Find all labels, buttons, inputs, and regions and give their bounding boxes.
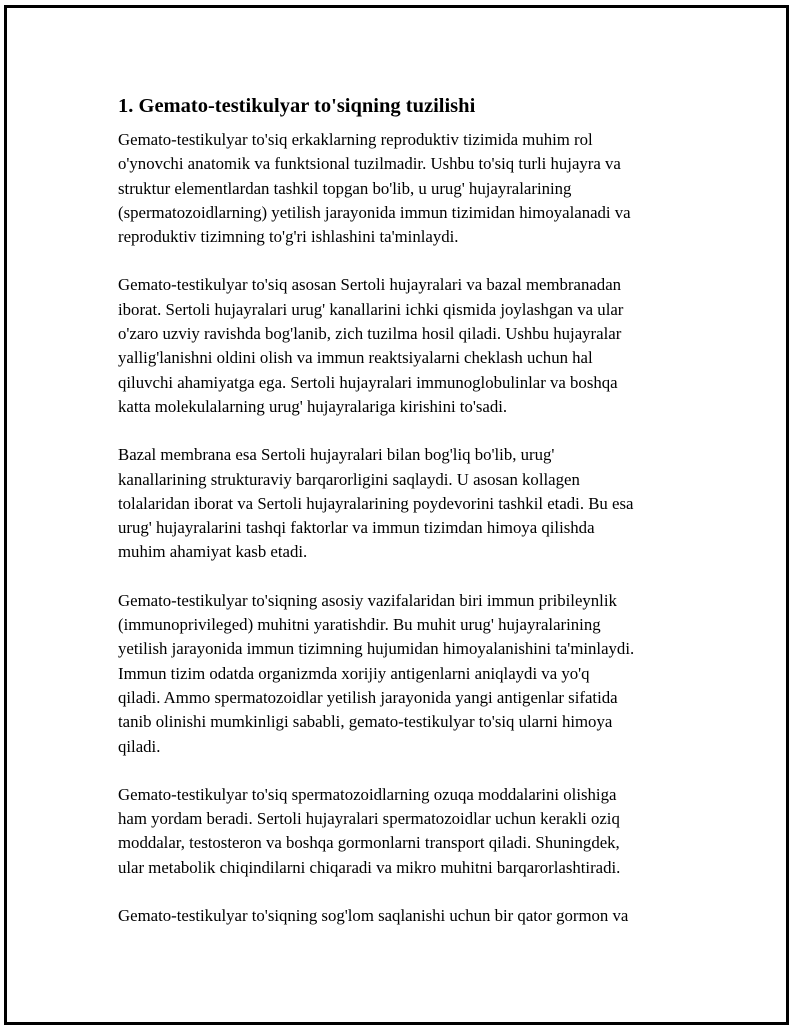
paragraph-line: tanib olinishi mumkinligi sababli, gemato-testikulyar to'siq ularni himoya <box>118 712 613 732</box>
paragraph-line: ular metabolik chiqindilarni chiqaradi va mikro muhitni barqarorlashtiradi. <box>118 857 621 877</box>
paragraph-line: Gemato-testikulyar to'siqning asosiy vazifalaridan biri immun pribileynlik <box>118 590 617 610</box>
document-body <box>118 92 693 952</box>
paragraph-line: struktur elementlardan tashkil topgan bo'lib, u urug' hujayralarining <box>118 178 572 198</box>
paragraph <box>118 783 693 880</box>
paragraph-line: Bazal membrana esa Sertoli hujayralari bilan bog'liq bo'lib, urug' <box>118 445 555 465</box>
paragraph-line: Immun tizim odatda organizmda xorijiy antigenlarni aniqlaydi va yo'q <box>118 663 590 683</box>
paragraph-line: Gemato-testikulyar to'siqning sog'lom saqlanishi uchun bir qator gormon va <box>118 906 629 926</box>
paragraph-line: qiladi. <box>118 736 161 756</box>
section-heading: 1. Gemato-testikulyar to'siqning tuzilishi <box>118 95 476 117</box>
paragraph <box>118 273 693 419</box>
paragraph-line: (immunoprivileged) muhitni yaratishdir. Bu muhit urug' hujayralarining <box>118 615 601 635</box>
paragraph-line: katta molekulalarning urug' hujayralariga kirishini to'sadi. <box>118 396 508 416</box>
paragraph-list <box>118 128 693 928</box>
paragraph-line: Gemato-testikulyar to'siq spermatozoidlarning ozuqa moddalarini olishiga <box>118 784 617 804</box>
paragraph-line: kanallarining strukturaviy barqarorligini saqlaydi. U asosan kollagen <box>118 469 580 489</box>
paragraph-line: (spermatozoidlarning) yetilish jarayonida immun tizimidan himoyalanadi va <box>118 202 631 222</box>
paragraph-line: yetilish jarayonida immun tizimning hujumidan himoyalanishini ta'minlaydi. <box>118 639 635 659</box>
paragraph-line: urug' hujayralarini tashqi faktorlar va immun tizimdan himoya qilishda <box>118 518 595 538</box>
paragraph <box>118 443 693 564</box>
paragraph-line: iborat. Sertoli hujayralari urug' kanallarini ichki qismida joylashgan va ular <box>118 299 624 319</box>
paragraph-line: yallig'lanishni oldini olish va immun reaktsiyalarni cheklash uchun hal <box>118 348 593 368</box>
paragraph-line: Gemato-testikulyar to'siq erkaklarning reproduktiv tizimida muhim rol <box>118 130 593 149</box>
paragraph <box>118 128 693 249</box>
paragraph-line: Gemato-testikulyar to'siq asosan Sertoli hujayralari va bazal membranadan <box>118 275 622 295</box>
paragraph-line: ham yordam beradi. Sertoli hujayralari spermatozoidlar uchun kerakli oziq <box>118 809 620 829</box>
paragraph-line: muhim ahamiyat kasb etadi. <box>118 542 308 562</box>
paragraph-line: o'ynovchi anatomik va funktsional tuzilmadir. Ushbu to'siq turli hujayra va <box>118 154 621 174</box>
paragraph-line: qiladi. Ammo spermatozoidlar yetilish jarayonida yangi antigenlar sifatida <box>118 687 618 707</box>
paragraph-line: tolalaridan iborat va Sertoli hujayralarining poydevorini tashkil etadi. Bu esa <box>118 493 634 513</box>
paragraph-line: moddalar, testosteron va boshqa gormonlarni transport qiladi. Shuningdek, <box>118 833 620 853</box>
paragraph <box>118 904 693 928</box>
paragraph <box>118 589 693 759</box>
paragraph-line: o'zaro uzviy ravishda bog'lanib, zich tuzilma hosil qiladi. Ushbu hujayralar <box>118 324 622 344</box>
paragraph-line: reproduktiv tizimning to'g'ri ishlashini ta'minlaydi. <box>118 227 459 247</box>
paragraph-line: qiluvchi ahamiyatga ega. Sertoli hujayralari immunoglobulinlar va boshqa <box>118 372 618 392</box>
